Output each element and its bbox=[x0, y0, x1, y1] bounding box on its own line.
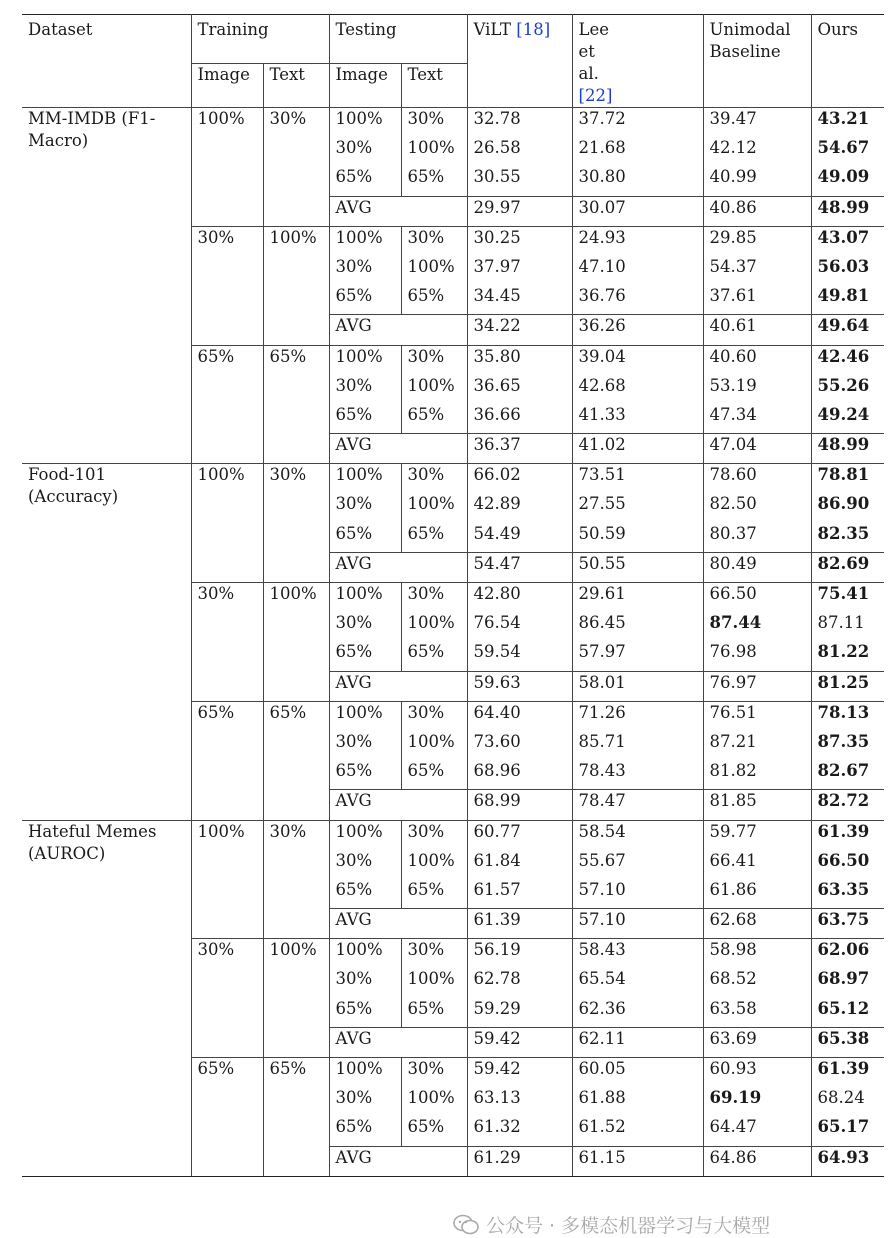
test-text: 100% bbox=[401, 256, 467, 285]
ours-avg: 64.93 bbox=[811, 1146, 884, 1176]
header-vilt: ViLT [18] bbox=[467, 15, 572, 108]
ours-avg: 48.99 bbox=[811, 196, 884, 226]
dataset-name: MM-IMDB (F1- Macro) bbox=[22, 108, 191, 464]
vilt-value: 35.80 bbox=[467, 345, 572, 375]
unimodal-value: 60.93 bbox=[703, 1058, 811, 1088]
header-unimodal: Unimodal Baseline bbox=[703, 15, 811, 108]
test-image: 65% bbox=[329, 641, 401, 671]
results-body bbox=[22, 108, 884, 1177]
unimodal-value: 40.99 bbox=[703, 166, 811, 196]
unimodal-value: 47.34 bbox=[703, 404, 811, 434]
unimodal-avg: 76.97 bbox=[703, 671, 811, 701]
test-image: 100% bbox=[329, 226, 401, 256]
wechat-icon bbox=[452, 1214, 480, 1236]
lee-value: 62.36 bbox=[572, 998, 703, 1028]
test-image: 30% bbox=[329, 731, 401, 760]
lee-value: 61.88 bbox=[572, 1087, 703, 1116]
train-text: 30% bbox=[263, 108, 329, 227]
avg-label: AVG bbox=[329, 909, 467, 939]
unimodal-value: 39.47 bbox=[703, 108, 811, 138]
ours-value: 43.21 bbox=[811, 108, 884, 138]
ours-value: 75.41 bbox=[811, 583, 884, 613]
unimodal-avg: 47.04 bbox=[703, 434, 811, 464]
ours-value: 65.12 bbox=[811, 998, 884, 1028]
ours-value: 49.09 bbox=[811, 166, 884, 196]
lee-value: 21.68 bbox=[572, 137, 703, 166]
test-text: 65% bbox=[401, 760, 467, 790]
ours-value: 82.67 bbox=[811, 760, 884, 790]
test-text: 30% bbox=[401, 701, 467, 731]
vilt-value: 60.77 bbox=[467, 820, 572, 850]
lee-value: 85.71 bbox=[572, 731, 703, 760]
vilt-avg: 34.22 bbox=[467, 315, 572, 345]
ours-value: 65.17 bbox=[811, 1116, 884, 1146]
test-image: 65% bbox=[329, 166, 401, 196]
vilt-avg: 59.63 bbox=[467, 671, 572, 701]
lee-value: 36.76 bbox=[572, 285, 703, 315]
lee-avg: 78.47 bbox=[572, 790, 703, 820]
test-text: 30% bbox=[401, 345, 467, 375]
lee-avg: 36.26 bbox=[572, 315, 703, 345]
test-text: 30% bbox=[401, 226, 467, 256]
header-ours: Ours bbox=[811, 15, 884, 108]
lee-avg: 50.55 bbox=[572, 552, 703, 582]
test-image: 30% bbox=[329, 256, 401, 285]
test-image: 65% bbox=[329, 285, 401, 315]
vilt-value: 30.55 bbox=[467, 166, 572, 196]
unimodal-value: 29.85 bbox=[703, 226, 811, 256]
vilt-value: 59.54 bbox=[467, 641, 572, 671]
lee-value: 24.93 bbox=[572, 226, 703, 256]
lee-value: 50.59 bbox=[572, 523, 703, 553]
vilt-avg: 61.39 bbox=[467, 909, 572, 939]
ours-avg: 49.64 bbox=[811, 315, 884, 345]
test-image: 30% bbox=[329, 137, 401, 166]
vilt-value: 34.45 bbox=[467, 285, 572, 315]
ours-value: 86.90 bbox=[811, 493, 884, 522]
header-lee: Lee et al. [22] bbox=[572, 15, 703, 108]
vilt-value: 59.42 bbox=[467, 1058, 572, 1088]
test-image: 65% bbox=[329, 404, 401, 434]
train-text: 65% bbox=[263, 701, 329, 820]
test-image: 100% bbox=[329, 701, 401, 731]
lee-value: 71.26 bbox=[572, 701, 703, 731]
vilt-avg: 61.29 bbox=[467, 1146, 572, 1176]
test-text: 65% bbox=[401, 879, 467, 909]
watermark bbox=[452, 1211, 770, 1238]
vilt-value: 68.96 bbox=[467, 760, 572, 790]
unimodal-avg: 64.86 bbox=[703, 1146, 811, 1176]
lee-value: 57.10 bbox=[572, 879, 703, 909]
train-text: 100% bbox=[263, 939, 329, 1058]
vilt-value: 66.02 bbox=[467, 464, 572, 494]
vilt-value: 56.19 bbox=[467, 939, 572, 969]
avg-label: AVG bbox=[329, 552, 467, 582]
unimodal-value: 54.37 bbox=[703, 256, 811, 285]
train-image: 100% bbox=[191, 108, 263, 227]
lee-value: 61.52 bbox=[572, 1116, 703, 1146]
vilt-value: 54.49 bbox=[467, 523, 572, 553]
train-image: 100% bbox=[191, 820, 263, 939]
train-text: 30% bbox=[263, 820, 329, 939]
avg-label: AVG bbox=[329, 1146, 467, 1176]
train-text: 65% bbox=[263, 345, 329, 464]
test-text: 65% bbox=[401, 285, 467, 315]
train-image: 100% bbox=[191, 464, 263, 583]
unimodal-avg: 80.49 bbox=[703, 552, 811, 582]
citation-22[interactable]: [22] bbox=[578, 86, 613, 105]
test-image: 65% bbox=[329, 879, 401, 909]
unimodal-value: 80.37 bbox=[703, 523, 811, 553]
test-text: 65% bbox=[401, 641, 467, 671]
test-text: 30% bbox=[401, 820, 467, 850]
results-table bbox=[22, 14, 884, 1177]
table-row bbox=[22, 108, 884, 138]
avg-label: AVG bbox=[329, 315, 467, 345]
unimodal-value: 78.60 bbox=[703, 464, 811, 494]
vilt-value: 76.54 bbox=[467, 612, 572, 641]
lee-value: 78.43 bbox=[572, 760, 703, 790]
header-test-text: Text bbox=[401, 64, 467, 108]
ours-avg: 63.75 bbox=[811, 909, 884, 939]
table-row bbox=[22, 464, 884, 494]
lee-value: 47.10 bbox=[572, 256, 703, 285]
vilt-value: 61.32 bbox=[467, 1116, 572, 1146]
test-image: 100% bbox=[329, 345, 401, 375]
unimodal-value: 69.19 bbox=[703, 1087, 811, 1116]
lee-avg: 41.02 bbox=[572, 434, 703, 464]
table-row bbox=[22, 820, 884, 850]
header-training: Training bbox=[191, 15, 329, 64]
test-image: 65% bbox=[329, 1116, 401, 1146]
ours-value: 49.81 bbox=[811, 285, 884, 315]
vilt-value: 59.29 bbox=[467, 998, 572, 1028]
train-text: 65% bbox=[263, 1058, 329, 1177]
vilt-avg: 59.42 bbox=[467, 1027, 572, 1057]
ours-avg: 65.38 bbox=[811, 1027, 884, 1057]
train-text: 100% bbox=[263, 583, 329, 702]
vilt-value: 30.25 bbox=[467, 226, 572, 256]
header-test-image: Image bbox=[329, 64, 401, 108]
ours-avg: 48.99 bbox=[811, 434, 884, 464]
train-image: 30% bbox=[191, 583, 263, 702]
unimodal-value: 87.44 bbox=[703, 612, 811, 641]
test-image: 30% bbox=[329, 1087, 401, 1116]
vilt-value: 61.57 bbox=[467, 879, 572, 909]
lee-value: 27.55 bbox=[572, 493, 703, 522]
avg-label: AVG bbox=[329, 1027, 467, 1057]
lee-value: 65.54 bbox=[572, 968, 703, 997]
train-image: 65% bbox=[191, 701, 263, 820]
header-train-text: Text bbox=[263, 64, 329, 108]
train-text: 30% bbox=[263, 464, 329, 583]
test-image: 100% bbox=[329, 108, 401, 138]
ours-value: 62.06 bbox=[811, 939, 884, 969]
test-image: 65% bbox=[329, 523, 401, 553]
lee-value: 55.67 bbox=[572, 850, 703, 879]
ours-value: 42.46 bbox=[811, 345, 884, 375]
ours-value: 43.07 bbox=[811, 226, 884, 256]
ours-value: 68.24 bbox=[811, 1087, 884, 1116]
unimodal-value: 76.51 bbox=[703, 701, 811, 731]
unimodal-value: 40.60 bbox=[703, 345, 811, 375]
test-image: 65% bbox=[329, 998, 401, 1028]
ours-value: 82.35 bbox=[811, 523, 884, 553]
test-text: 100% bbox=[401, 731, 467, 760]
ours-value: 66.50 bbox=[811, 850, 884, 879]
vilt-value: 63.13 bbox=[467, 1087, 572, 1116]
lee-avg: 30.07 bbox=[572, 196, 703, 226]
lee-avg: 61.15 bbox=[572, 1146, 703, 1176]
lee-value: 41.33 bbox=[572, 404, 703, 434]
lee-value: 37.72 bbox=[572, 108, 703, 138]
unimodal-value: 53.19 bbox=[703, 375, 811, 404]
avg-label: AVG bbox=[329, 196, 467, 226]
test-image: 100% bbox=[329, 1058, 401, 1088]
unimodal-avg: 62.68 bbox=[703, 909, 811, 939]
citation-18[interactable]: [18] bbox=[516, 20, 551, 39]
vilt-value: 36.65 bbox=[467, 375, 572, 404]
unimodal-avg: 81.85 bbox=[703, 790, 811, 820]
test-image: 65% bbox=[329, 760, 401, 790]
ours-value: 61.39 bbox=[811, 1058, 884, 1088]
unimodal-value: 66.41 bbox=[703, 850, 811, 879]
unimodal-value: 37.61 bbox=[703, 285, 811, 315]
test-text: 65% bbox=[401, 166, 467, 196]
test-image: 30% bbox=[329, 968, 401, 997]
lee-value: 29.61 bbox=[572, 583, 703, 613]
train-text: 100% bbox=[263, 226, 329, 345]
test-text: 65% bbox=[401, 998, 467, 1028]
unimodal-avg: 63.69 bbox=[703, 1027, 811, 1057]
test-text: 100% bbox=[401, 1087, 467, 1116]
lee-value: 39.04 bbox=[572, 345, 703, 375]
vilt-avg: 68.99 bbox=[467, 790, 572, 820]
ours-value: 78.81 bbox=[811, 464, 884, 494]
ours-avg: 82.69 bbox=[811, 552, 884, 582]
lee-avg: 62.11 bbox=[572, 1027, 703, 1057]
test-text: 30% bbox=[401, 464, 467, 494]
test-text: 100% bbox=[401, 968, 467, 997]
unimodal-value: 76.98 bbox=[703, 641, 811, 671]
vilt-avg: 36.37 bbox=[467, 434, 572, 464]
test-image: 30% bbox=[329, 493, 401, 522]
ours-value: 68.97 bbox=[811, 968, 884, 997]
ours-value: 81.22 bbox=[811, 641, 884, 671]
ours-value: 87.11 bbox=[811, 612, 884, 641]
vilt-value: 62.78 bbox=[467, 968, 572, 997]
vilt-value: 26.58 bbox=[467, 137, 572, 166]
test-text: 100% bbox=[401, 137, 467, 166]
vilt-value: 32.78 bbox=[467, 108, 572, 138]
dataset-name: Hateful Memes (AUROC) bbox=[22, 820, 191, 1176]
lee-value: 73.51 bbox=[572, 464, 703, 494]
lee-value: 58.43 bbox=[572, 939, 703, 969]
train-image: 65% bbox=[191, 1058, 263, 1177]
test-text: 30% bbox=[401, 583, 467, 613]
test-text: 100% bbox=[401, 850, 467, 879]
lee-value: 57.97 bbox=[572, 641, 703, 671]
unimodal-value: 42.12 bbox=[703, 137, 811, 166]
unimodal-value: 66.50 bbox=[703, 583, 811, 613]
test-text: 65% bbox=[401, 523, 467, 553]
test-text: 100% bbox=[401, 493, 467, 522]
unimodal-value: 61.86 bbox=[703, 879, 811, 909]
vilt-value: 61.84 bbox=[467, 850, 572, 879]
vilt-value: 36.66 bbox=[467, 404, 572, 434]
test-text: 30% bbox=[401, 108, 467, 138]
ours-avg: 81.25 bbox=[811, 671, 884, 701]
vilt-value: 37.97 bbox=[467, 256, 572, 285]
avg-label: AVG bbox=[329, 671, 467, 701]
lee-value: 58.54 bbox=[572, 820, 703, 850]
test-image: 30% bbox=[329, 375, 401, 404]
header-dataset: Dataset bbox=[28, 20, 93, 39]
unimodal-value: 63.58 bbox=[703, 998, 811, 1028]
test-image: 100% bbox=[329, 464, 401, 494]
test-image: 100% bbox=[329, 583, 401, 613]
lee-value: 30.80 bbox=[572, 166, 703, 196]
test-text: 30% bbox=[401, 1058, 467, 1088]
lee-avg: 57.10 bbox=[572, 909, 703, 939]
test-text: 100% bbox=[401, 612, 467, 641]
dataset-name: Food-101 (Accuracy) bbox=[22, 464, 191, 820]
header-testing: Testing bbox=[329, 15, 467, 64]
avg-label: AVG bbox=[329, 434, 467, 464]
ours-value: 49.24 bbox=[811, 404, 884, 434]
lee-value: 86.45 bbox=[572, 612, 703, 641]
test-image: 30% bbox=[329, 612, 401, 641]
vilt-value: 64.40 bbox=[467, 701, 572, 731]
unimodal-value: 82.50 bbox=[703, 493, 811, 522]
ours-value: 63.35 bbox=[811, 879, 884, 909]
vilt-value: 42.80 bbox=[467, 583, 572, 613]
train-image: 30% bbox=[191, 226, 263, 345]
vilt-avg: 54.47 bbox=[467, 552, 572, 582]
header-train-image: Image bbox=[191, 64, 263, 108]
ours-value: 87.35 bbox=[811, 731, 884, 760]
unimodal-value: 64.47 bbox=[703, 1116, 811, 1146]
unimodal-avg: 40.61 bbox=[703, 315, 811, 345]
ours-avg: 82.72 bbox=[811, 790, 884, 820]
ours-value: 55.26 bbox=[811, 375, 884, 404]
watermark-text: 公众号 · 多模态机器学习与大模型 bbox=[486, 1215, 771, 1237]
ours-value: 56.03 bbox=[811, 256, 884, 285]
test-image: 100% bbox=[329, 820, 401, 850]
ours-value: 78.13 bbox=[811, 701, 884, 731]
train-image: 30% bbox=[191, 939, 263, 1058]
test-image: 100% bbox=[329, 939, 401, 969]
train-image: 65% bbox=[191, 345, 263, 464]
unimodal-value: 87.21 bbox=[703, 731, 811, 760]
vilt-value: 42.89 bbox=[467, 493, 572, 522]
lee-avg: 58.01 bbox=[572, 671, 703, 701]
test-image: 30% bbox=[329, 850, 401, 879]
unimodal-value: 58.98 bbox=[703, 939, 811, 969]
test-text: 100% bbox=[401, 375, 467, 404]
test-text: 65% bbox=[401, 404, 467, 434]
lee-value: 60.05 bbox=[572, 1058, 703, 1088]
unimodal-value: 81.82 bbox=[703, 760, 811, 790]
ours-value: 61.39 bbox=[811, 820, 884, 850]
unimodal-value: 59.77 bbox=[703, 820, 811, 850]
test-text: 65% bbox=[401, 1116, 467, 1146]
unimodal-value: 68.52 bbox=[703, 968, 811, 997]
avg-label: AVG bbox=[329, 790, 467, 820]
lee-value: 42.68 bbox=[572, 375, 703, 404]
unimodal-avg: 40.86 bbox=[703, 196, 811, 226]
ours-value: 54.67 bbox=[811, 137, 884, 166]
vilt-value: 73.60 bbox=[467, 731, 572, 760]
vilt-avg: 29.97 bbox=[467, 196, 572, 226]
test-text: 30% bbox=[401, 939, 467, 969]
